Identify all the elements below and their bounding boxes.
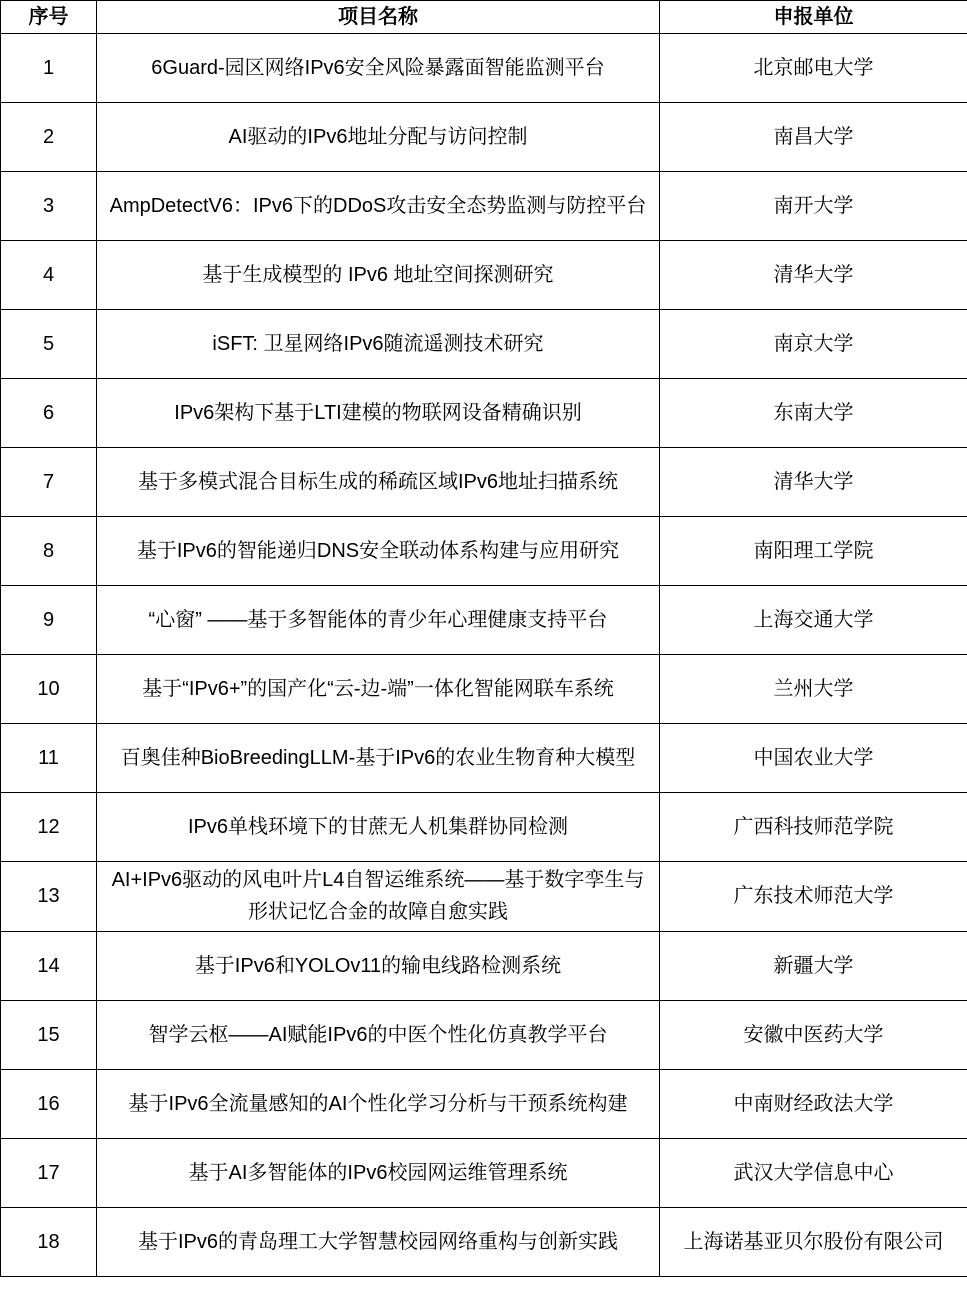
row-index-cell: 7 [1,448,97,517]
organization-cell: 清华大学 [660,241,967,310]
organization-cell: 上海交通大学 [660,586,967,655]
row-index-cell: 6 [1,379,97,448]
organization-cell: 清华大学 [660,448,967,517]
table-row [1,586,967,655]
table-body [1,34,967,1277]
organization-cell: 南阳理工学院 [660,517,967,586]
project-name-cell: AI+IPv6驱动的风电叶片L4自智运维系统——基于数字孪生与形状记忆合金的故障自愈实践 [97,862,660,932]
organization-cell: 安徽中医药大学 [660,1000,967,1069]
row-index-cell: 8 [1,517,97,586]
project-name-cell: IPv6单栈环境下的甘蔗无人机集群协同检测 [97,793,660,862]
row-index-cell: 10 [1,655,97,724]
organization-cell: 新疆大学 [660,931,967,1000]
project-name-cell: 基于AI多智能体的IPv6校园网运维管理系统 [97,1138,660,1207]
row-index-cell: 4 [1,241,97,310]
table-row [1,34,967,103]
project-name-cell: 6Guard-园区网络IPv6安全风险暴露面智能监测平台 [97,34,660,103]
row-index-cell: 17 [1,1138,97,1207]
table-row [1,724,967,793]
row-index-cell: 15 [1,1000,97,1069]
table-row [1,931,967,1000]
table-row [1,379,967,448]
organization-cell: 兰州大学 [660,655,967,724]
organization-cell: 武汉大学信息中心 [660,1138,967,1207]
header-row [1,1,967,34]
project-name-cell: AI驱动的IPv6地址分配与访问控制 [97,103,660,172]
project-name-cell: 百奥佳种BioBreedingLLM-基于IPv6的农业生物育种大模型 [97,724,660,793]
organization-cell: 广西科技师范学院 [660,793,967,862]
organization-cell: 南京大学 [660,310,967,379]
col-header-project-name: 项目名称 [97,1,660,34]
row-index-cell: 12 [1,793,97,862]
table-row [1,793,967,862]
project-name-cell: iSFT: 卫星网络IPv6随流遥测技术研究 [97,310,660,379]
row-index-cell: 2 [1,103,97,172]
project-name-cell: 基于多模式混合目标生成的稀疏区域IPv6地址扫描系统 [97,448,660,517]
organization-cell: 南开大学 [660,172,967,241]
table-row [1,1138,967,1207]
organization-cell: 中南财经政法大学 [660,1069,967,1138]
row-index-cell: 13 [1,862,97,932]
row-index-cell: 14 [1,931,97,1000]
table-row [1,310,967,379]
organization-cell: 东南大学 [660,379,967,448]
table-row [1,103,967,172]
table-row [1,655,967,724]
table-row [1,1000,967,1069]
organization-cell: 广东技术师范大学 [660,862,967,932]
table-row [1,241,967,310]
project-name-cell: 基于生成模型的 IPv6 地址空间探测研究 [97,241,660,310]
row-index-cell: 1 [1,34,97,103]
table-row [1,448,967,517]
project-name-cell: 基于IPv6的青岛理工大学智慧校园网络重构与创新实践 [97,1207,660,1276]
project-name-cell: 基于IPv6和YOLOv11的输电线路检测系统 [97,931,660,1000]
project-name-cell: 基于“IPv6+”的国产化“云-边-端”一体化智能网联车系统 [97,655,660,724]
col-header-organization: 申报单位 [660,1,967,34]
row-index-cell: 9 [1,586,97,655]
row-index-cell: 18 [1,1207,97,1276]
project-name-cell: IPv6架构下基于LTI建模的物联网设备精确识别 [97,379,660,448]
project-name-cell: 基于IPv6的智能递归DNS安全联动体系构建与应用研究 [97,517,660,586]
table-row [1,517,967,586]
table-row [1,1069,967,1138]
table-row [1,862,967,932]
row-index-cell: 3 [1,172,97,241]
organization-cell: 中国农业大学 [660,724,967,793]
col-header-index: 序号 [1,1,97,34]
project-name-cell: “心窗” ——基于多智能体的青少年心理健康支持平台 [97,586,660,655]
table-row [1,1207,967,1276]
row-index-cell: 16 [1,1069,97,1138]
organization-cell: 北京邮电大学 [660,34,967,103]
table-row [1,172,967,241]
organization-cell: 南昌大学 [660,103,967,172]
organization-cell: 上海诺基亚贝尔股份有限公司 [660,1207,967,1276]
project-name-cell: 智学云枢——AI赋能IPv6的中医个性化仿真教学平台 [97,1000,660,1069]
project-name-cell: AmpDetectV6：IPv6下的DDoS攻击安全态势监测与防控平台 [97,172,660,241]
row-index-cell: 5 [1,310,97,379]
row-index-cell: 11 [1,724,97,793]
project-name-cell: 基于IPv6全流量感知的AI个性化学习分析与干预系统构建 [97,1069,660,1138]
